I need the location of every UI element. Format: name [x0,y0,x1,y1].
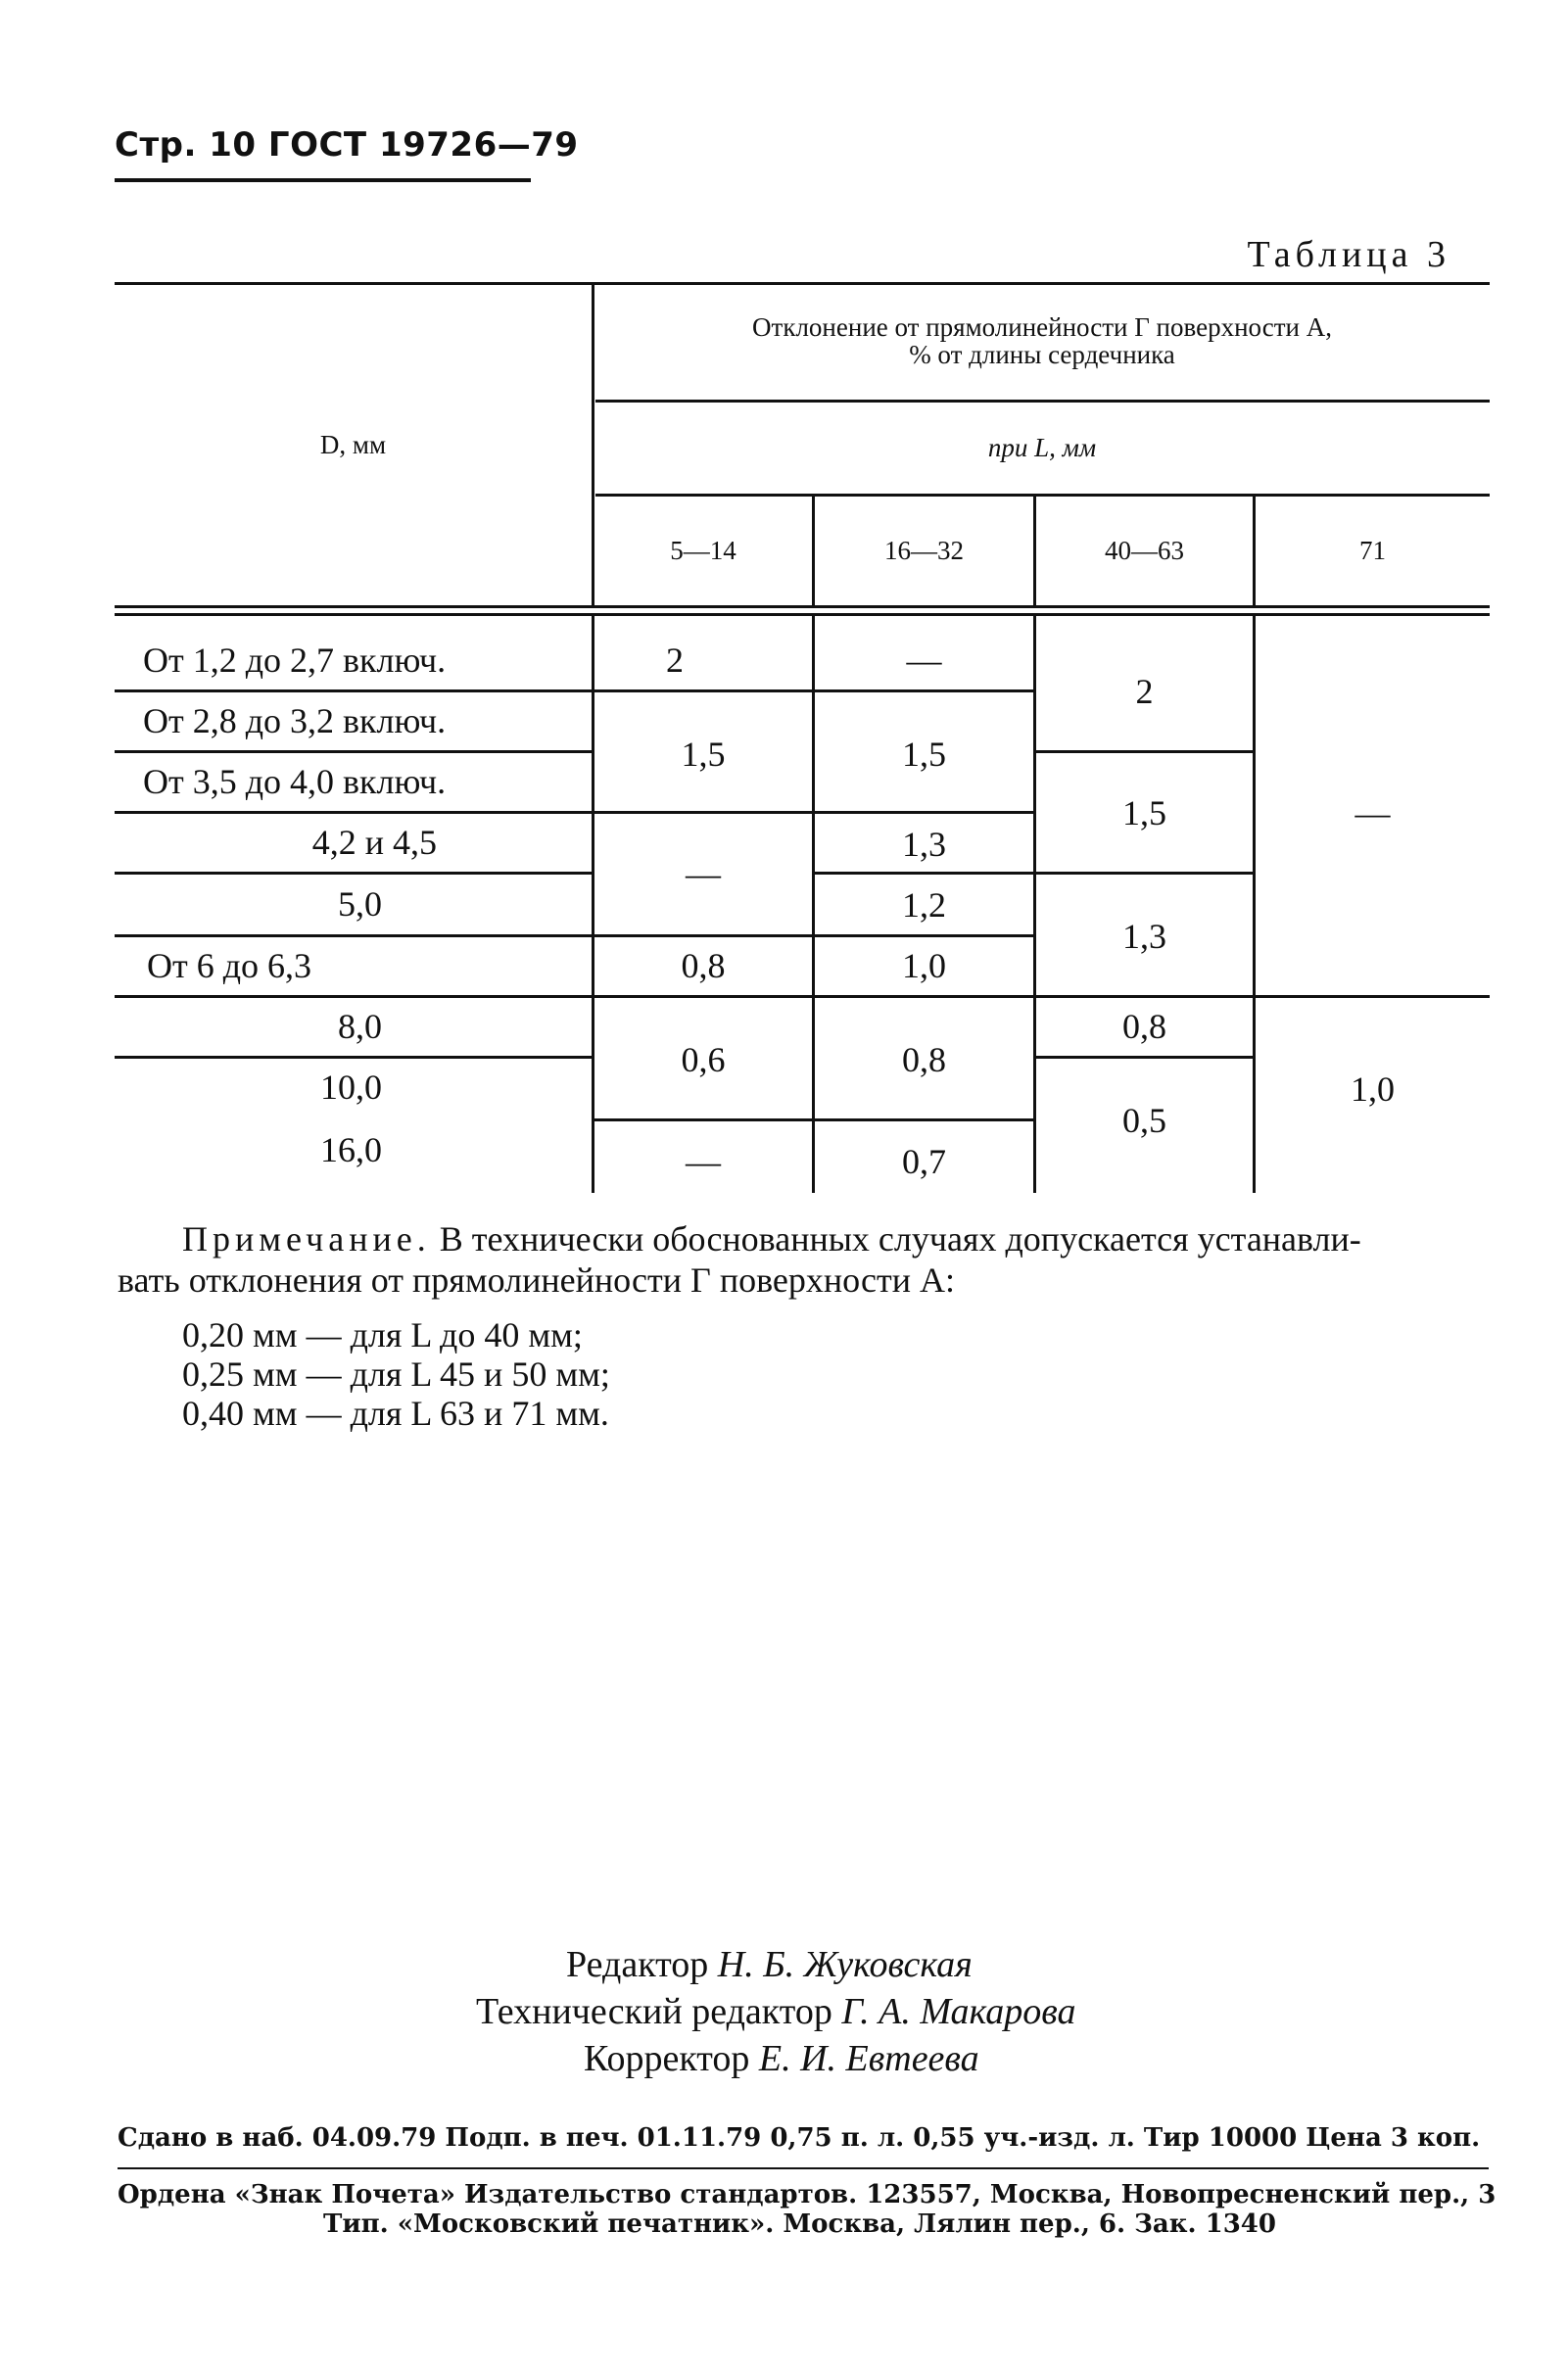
tech-name: Г. А. Макарова [841,1991,1076,2032]
cell-value: 1,5 [902,735,946,774]
cell-value: 2 [1135,672,1154,711]
subcol-header: 71 [1359,535,1386,565]
cell-value: 1,0 [1351,1069,1395,1109]
cell-value: 2 [666,641,684,680]
row-d: 4,2 и 4,5 [311,823,437,862]
cell-value: 0,8 [902,1040,946,1079]
credit-corrector [584,2037,979,2080]
row-rule [115,934,594,937]
cell-rule [594,995,812,998]
cell-value: — [686,854,721,893]
cell-value: 1,3 [902,825,946,864]
cell-value: 1,2 [902,885,946,925]
body-vline [592,615,594,1193]
editor-name: Н. Б. Жуковская [717,1944,973,1985]
page-header: Стр. 10 ГОСТ 19726—79 [115,125,579,165]
col-group-header-line2: % от длины сердечника [909,339,1175,369]
imprint-line: Сдано в наб. 04.09.79 Подп. в печ. 01.11.79 0,75 п. л. 0,55 уч.-изд. л. Тир 10000 Цена 3 коп. [118,2123,1481,2153]
cell-value: 1,5 [1122,793,1166,832]
header-rule [115,178,531,182]
header-bottom-rule [115,613,1490,616]
subcol-header: 16—32 [884,535,964,565]
row-d: От 3,5 до 4,0 включ. [143,762,447,801]
corr-name: Е. И. Евтеева [758,2038,979,2079]
row-rule [115,1056,594,1059]
row-rule [115,689,594,692]
cell-rule [594,811,812,814]
cell-value: 0,7 [902,1142,946,1181]
cell-value: 1,0 [902,946,946,985]
cell-rule [815,872,1033,875]
note-label: Примечание. [182,1219,431,1259]
cell-rule [815,995,1033,998]
cell-value: 1,5 [681,735,726,774]
col-group-header-line1: Отклонение от прямолинейности Г поверхности А, [752,311,1332,342]
row-rule [115,750,594,753]
note-item: 0,40 мм — для L 63 и 71 мм. [182,1394,609,1433]
cell-value: 0,8 [1122,1007,1166,1046]
cell-value: 0,8 [681,946,726,985]
subcol-header: 40—63 [1105,535,1184,565]
subcol-header: 5—14 [670,535,736,565]
row-d: 16,0 [320,1130,382,1169]
row-d: От 2,8 до 3,2 включ. [143,701,447,740]
row-d: От 6 до 6,3 [147,946,312,985]
credit-editor [566,1943,973,1986]
row-d: От 1,2 до 2,7 включ. [143,641,447,680]
table-label: Таблица 3 [1247,234,1450,275]
cell-value: — [1354,793,1391,832]
cell-value: 0,5 [1122,1101,1166,1140]
cell-rule [815,811,1033,814]
tech-role: Технический редактор [476,1991,832,2032]
editor-role: Редактор [566,1944,709,1985]
cell-rule [1036,750,1253,753]
cell-rule [594,689,812,692]
row-rule [115,872,594,875]
cell-value: — [906,641,942,680]
row-rule [115,995,594,998]
row-d: 10,0 [320,1068,382,1107]
note-item: 0,25 мм — для L 45 и 50 мм; [182,1354,610,1394]
header-bottom-rule [115,605,1490,608]
cell-rule [594,934,812,937]
imprint-line: Ордена «Знак Почета» Издательство стандартов. 123557, Москва, Новопресненский пер., 3 [118,2180,1497,2209]
corr-role: Корректор [584,2038,750,2079]
col-header-d: D, мм [319,429,387,459]
cell-rule [1036,872,1253,875]
cell-value: 0,6 [681,1040,726,1079]
cell-rule [1036,995,1253,998]
imprint-rule [118,2167,1489,2169]
note-text: В технически обоснованных случаях допускается устанавли- [439,1219,1361,1259]
cell-value: 1,3 [1122,917,1166,956]
cell-rule [594,1118,812,1121]
row-d: 8,0 [338,1007,382,1046]
imprint-line: Тип. «Московский печатник». Москва, Лялин пер., 6. Зак. 1340 [323,2209,1276,2239]
note-item: 0,20 мм — для L до 40 мм; [182,1315,583,1354]
row-rule [115,811,594,814]
note-second-line: вать отклонения от прямолинейности Г поверхности А: [118,1260,956,1300]
cell-rule [815,1118,1033,1121]
cell-rule [1036,1056,1253,1059]
cell-rule [815,934,1033,937]
credit-tech-editor [476,1990,1076,2033]
row-d: 5,0 [338,884,382,924]
cell-rule [1256,995,1490,998]
col-sub-header: при L, мм [987,432,1097,462]
cell-value: — [686,1142,721,1181]
cell-rule [815,689,1033,692]
note-first-line [182,1218,1361,1259]
